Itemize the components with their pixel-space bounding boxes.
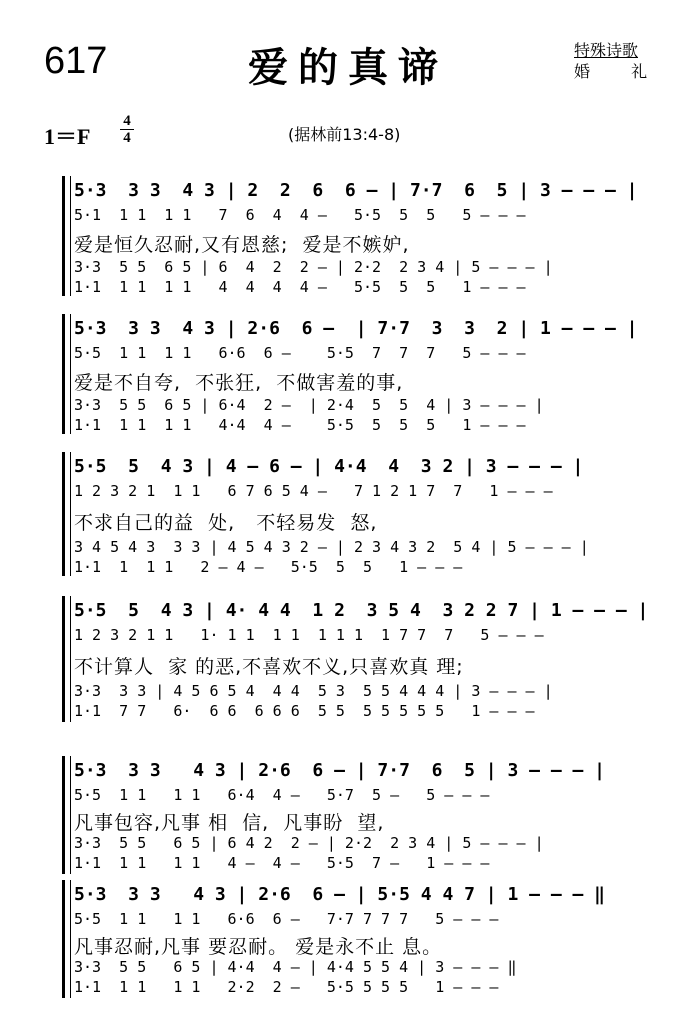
lyrics-line: 爱是不自夸, 不张狂, 不做害羞的事, [74,372,404,394]
soprano-part: 5·3 3 3 4 3 | 2·6 6 – | 7·7 6 5 | 3 – – – | [74,760,606,781]
system-bracket [58,452,68,576]
alto-part: 1 2 3 2 1 1 1· 1 1 1 1 1 1 1 1 7 7 7 5 – – – [74,626,544,644]
system-bracket [58,880,68,998]
music-system [58,880,614,998]
music-system [58,452,614,576]
hymn-category [574,40,665,82]
soprano-part: 5·3 3 3 4 3 | 2·6 6 – | 5·5 4 4 7 | 1 – – – ‖ [74,884,606,905]
system-bracket [58,314,68,434]
bass-part: 1·1 1 1 1 1 4 – 4 – 5·5 7 – 1 – – – [74,854,490,872]
soprano-part: 5·3 3 3 4 3 | 2 2 6 6 – | 7·7 6 5 | 3 – – – | [74,180,638,201]
alto-part: 5·5 1 1 1 1 6·6 6 – 5·5 7 7 7 5 – – – [74,344,526,362]
lyrics-line: 爱是恒久忍耐,又有恩慈; 爱是不嫉妒, [74,234,410,256]
time-signature [120,114,134,145]
tenor-part: 3·3 5 5 6 5 | 6 4 2 2 – | 2·2 2 3 4 | 5 – – – | [74,834,544,852]
bass-part: 1·1 7 7 6· 6 6 6 6 6 5 5 5 5 5 5 5 1 – – – [74,702,535,720]
alto-part: 5·5 1 1 1 1 6·6 6 – 7·7 7 7 7 5 – – – [74,910,499,928]
music-system [58,314,638,434]
lyrics-line: 不求自己的益 处, 不轻易发 怒, [74,512,378,534]
lyrics-line: 凡事包容,凡事 相 信, 凡事盼 望, [74,812,385,834]
tenor-part: 3·3 5 5 6 5 | 6 4 2 2 – | 2·2 2 3 4 | 5 – – – | [74,258,553,276]
key-signature: 1＝F [44,124,91,149]
hymn-title: 爱的真谛 [248,45,448,91]
bass-part: 1·1 1 1 1 1 4·4 4 – 5·5 5 5 5 1 – – – [74,416,526,434]
alto-part: 5·1 1 1 1 1 7 6 4 4 – 5·5 5 5 5 – – – [74,206,526,224]
meter-bottom: 4 [123,130,131,146]
tenor-part: 3·3 5 5 6 5 | 4·4 4 – | 4·4 5 5 4 | 3 – – – ‖ [74,958,517,976]
music-system [58,756,614,874]
soprano-part: 5·5 5 4 3 | 4· 4 4 1 2 3 5 4 3 2 2 7 | 1 – – – | [74,600,649,621]
category-label: 特殊诗歌 [574,41,639,60]
tenor-part: 3·3 3 3 | 4 5 6 5 4 4 4 5 3 5 5 4 4 4 | 3 – – – | [74,682,553,700]
bass-part: 1·1 1 1 1 2 – 4 – 5·5 5 5 1 – – – [74,558,463,576]
system-bracket [58,756,68,874]
music-system [58,596,649,722]
music-system [58,176,638,296]
alto-part: 5·5 1 1 1 1 6·4 4 – 5·7 5 – 5 – – – [74,786,490,804]
lyrics-line: 凡事忍耐,凡事 要忍耐。 爱是永不止 息。 [74,936,443,958]
subcategory-label: 婚 礼 [574,62,666,81]
soprano-part: 5·5 5 4 3 | 4 – 6 – | 4·4 4 3 2 | 3 – – – | [74,456,584,477]
soprano-part: 5·3 3 3 4 3 | 2·6 6 – | 7·7 3 3 2 | 1 – – – | [74,318,638,339]
bass-part: 1·1 1 1 1 1 4 4 4 4 – 5·5 5 5 1 – – – [74,278,526,296]
system-bracket [58,176,68,296]
system-bracket [58,596,68,722]
lyrics-line: 不计算人 家 的恶,不喜欢不义,只喜欢真 理; [74,656,464,678]
scripture-reference: (据林前13:4-8) [288,125,401,144]
tenor-part: 3·3 5 5 6 5 | 6·4 2 – | 2·4 5 5 4 | 3 – – – | [74,396,544,414]
meter-top: 4 [123,113,131,129]
hymn-number: 617 [44,40,108,82]
tenor-part: 3 4 5 4 3 3 3 | 4 5 4 3 2 – | 2 3 4 3 2 5 4 | 5 – – – | [74,538,589,556]
bass-part: 1·1 1 1 1 1 2·2 2 – 5·5 5 5 5 1 – – – [74,978,499,996]
alto-part: 1 2 3 2 1 1 1 6 7 6 5 4 – 7 1 2 1 7 7 1 – – – [74,482,553,500]
